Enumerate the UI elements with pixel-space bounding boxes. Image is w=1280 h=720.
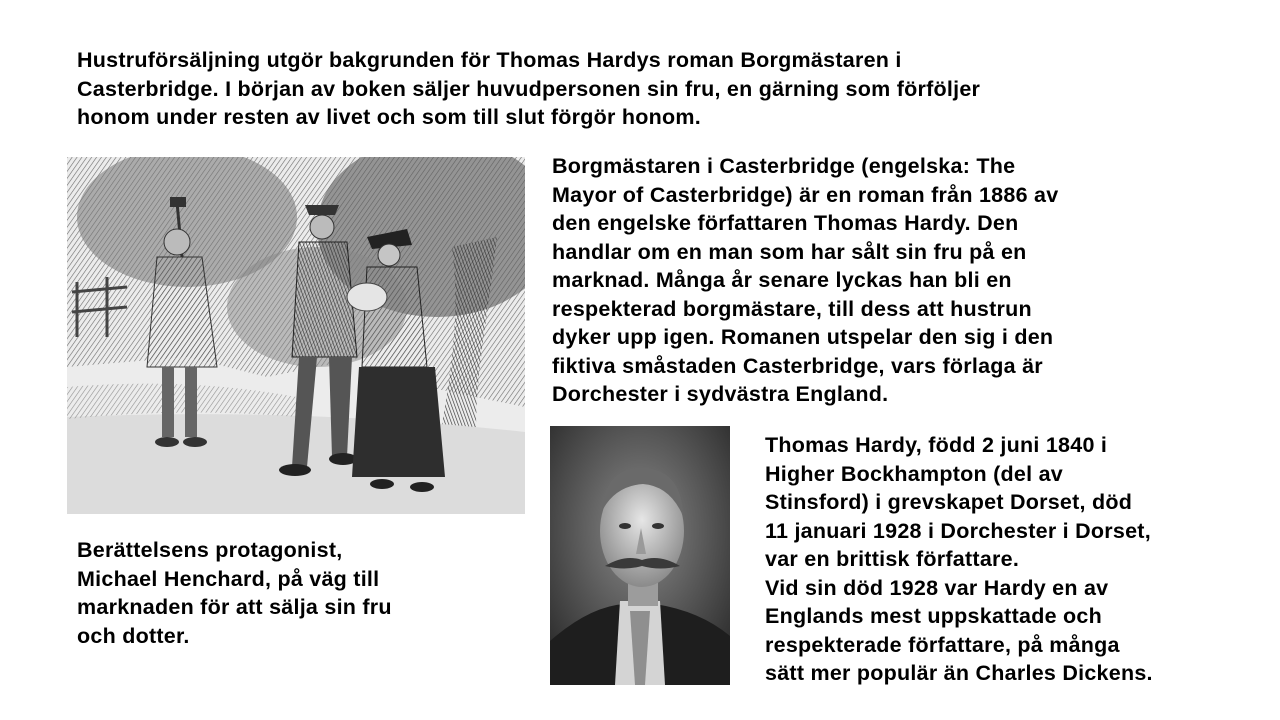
novel-description: Borgmästaren i Casterbridge (engelska: The Mayor of Casterbridge) är en roman från 1886 av den engelske författaren Thomas Hardy. Den handlar om en man som har sålt sin fru på en marknad. Många år senare lyckas han bli en respekterad borgmästare, till dess att hustrun dyker upp igen. Romanen utspelar den sig i den fiktiva småstaden Casterbridge, vars förlaga är Dorchester i sydvästra England. xyxy=(552,154,1059,406)
engraving-illustration xyxy=(67,157,525,514)
portrait-photo xyxy=(550,426,730,685)
intro-paragraph: Hustruförsäljning utgör bakgrunden för Thomas Hardys roman Borgmästaren i Casterbridge. I början av boken säljer huvudpersonen sin fru, en gärning som förföljer honom under resten av livet och som till slut förgör honom. xyxy=(77,48,981,129)
hardy-biography: Thomas Hardy, född 2 juni 1840 i Higher Bockhampton (del av Stinsford) i grevskapet Dorset, död 11 januari 1928 i Dorchester i Dorset, var en brittisk författare. Vid sin död 1928 var Hardy en av Englands mest uppskattade och respekterade författare, på många sätt mer populär än Charles Dickens. xyxy=(765,433,1153,685)
engraving-caption: Berättelsens protagonist, Michael Henchard, på väg till marknaden för att sälja sin fru och dotter. xyxy=(77,538,392,648)
